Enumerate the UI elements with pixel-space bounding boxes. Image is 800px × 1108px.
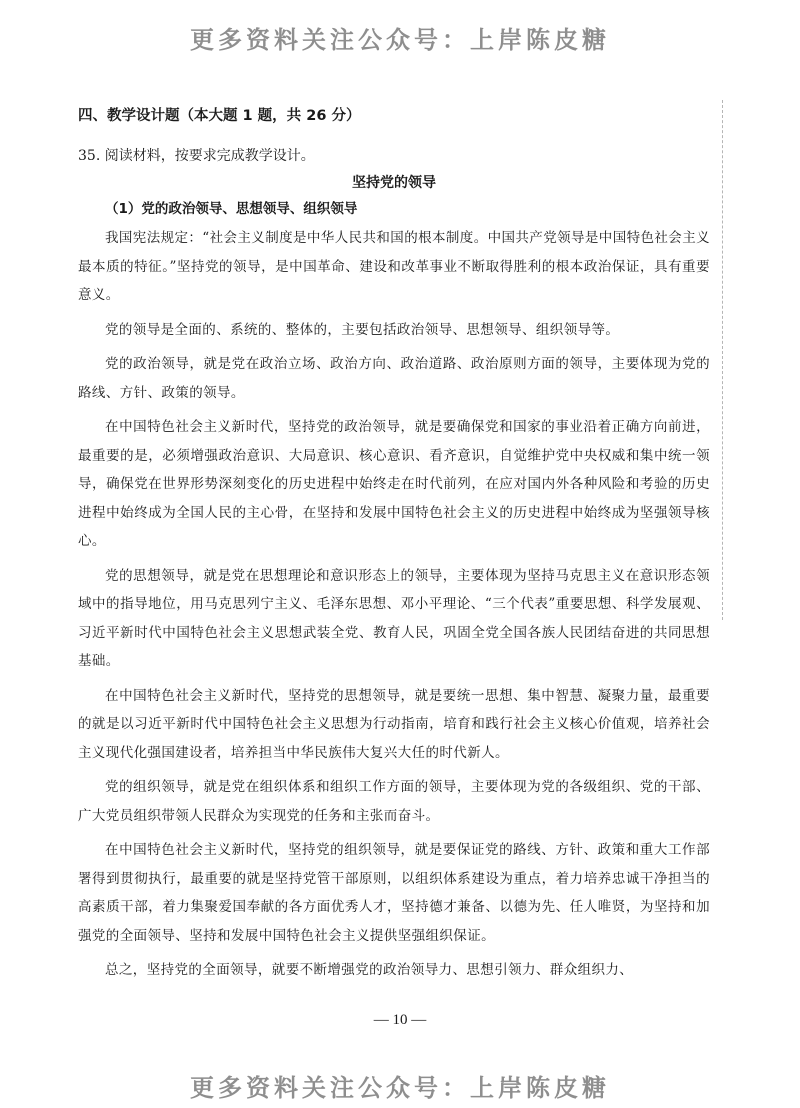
section-title: 四、教学设计题（本大题 1 题，共 26 分） xyxy=(78,108,361,124)
paragraph-political-leadership: 党的政治领导，就是党在政治立场、政治方向、政治道路、政治原则方面的领导，主要体现为党的路线、方针、政策的领导。 xyxy=(78,356,710,401)
page-number: — 10 — xyxy=(373,1012,427,1028)
paragraph-ideological-new-era: 在中国特色社会主义新时代，坚持党的思想领导，就是要统一思想、集中智慧、凝聚力量，最重要的就是以习近平新时代中国特色社会主义思想为行动指南，培育和践行社会主义核心价值观，培养社会主义现代化强国建设者，培养担当中华民族伟大复兴大任的时代新人。 xyxy=(78,687,710,761)
paragraph-ideological-leadership: 党的思想领导，就是党在思想理论和意识形态上的领导，主要体现为坚持马克思主义在意识形态领域中的指导地位，用马克思列宁主义、毛泽东思想、邓小平理论、“三个代表”重要思想、科学发展观、习近平新时代中国特色社会主义思想武装全党、教育人民，巩固全党全国各族人民团结奋进的共同思想基础。 xyxy=(78,567,710,669)
document-body xyxy=(78,104,710,991)
paragraph-conclusion: 总之，坚持党的全面领导，就要不断增强党的政治领导力、思想引领力、群众组织力、 xyxy=(105,962,634,978)
article-title: 坚持党的领导 xyxy=(352,175,436,191)
watermark-top: 更多资料关注公众号：上岸陈皮糖 xyxy=(190,26,610,54)
binding-margin-line xyxy=(722,100,723,620)
paragraph-constitution: 我国宪法规定：“社会主义制度是中华人民共和国的根本制度。中国共产党领导是中国特色社会主义最本质的特征。”坚持党的领导，是中国革命、建设和改革事业不断取得胜利的根本政治保证，具有重要意义。 xyxy=(78,230,710,303)
article-subhead: （1）党的政治领导、思想领导、组织领导 xyxy=(105,201,358,217)
paragraph-leadership-scope: 党的领导是全面的、系统的、整体的，主要包括政治领导、思想领导、组织领导等。 xyxy=(105,321,620,338)
question-prompt: 35. 阅读材料，按要求完成教学设计。 xyxy=(78,148,315,164)
paragraph-political-new-era: 在中国特色社会主义新时代，坚持党的政治领导，就是要确保党和国家的事业沿着正确方向前进，最重要的是，必须增强政治意识、大局意识、核心意识、看齐意识，自觉维护党中央权威和集中统一领导，确保党在世界形势深刻变化的历史进程中始终走在时代前列，在应对国内外各种风险和考验的历史进程中始终成为全国人民的主心骨，在坚持和发展中国特色社会主义的历史进程中始终成为坚强领导核心。 xyxy=(78,419,710,549)
paragraph-organizational-new-era: 在中国特色社会主义新时代，坚持党的组织领导，就是要保证党的路线、方针、政策和重大工作部署得到贯彻执行，最重要的就是坚持党管干部原则，以组织体系建设为重点，着力培养忠诚干净担当的高素质干部，着力集聚爱国奉献的各方面优秀人才，坚持德才兼备、以德为先、任人唯贤，为坚持和加强党的全面领导、坚持和发展中国特色社会主义提供坚强组织保证。 xyxy=(78,842,710,944)
paragraph-organizational-leadership: 党的组织领导，就是党在组织体系和组织工作方面的领导，主要体现为党的各级组织、党的干部、广大党员组织带领人民群众为实现党的任务和主张而奋斗。 xyxy=(78,779,710,824)
watermark-bottom: 更多资料关注公众号：上岸陈皮糖 xyxy=(190,1074,610,1102)
